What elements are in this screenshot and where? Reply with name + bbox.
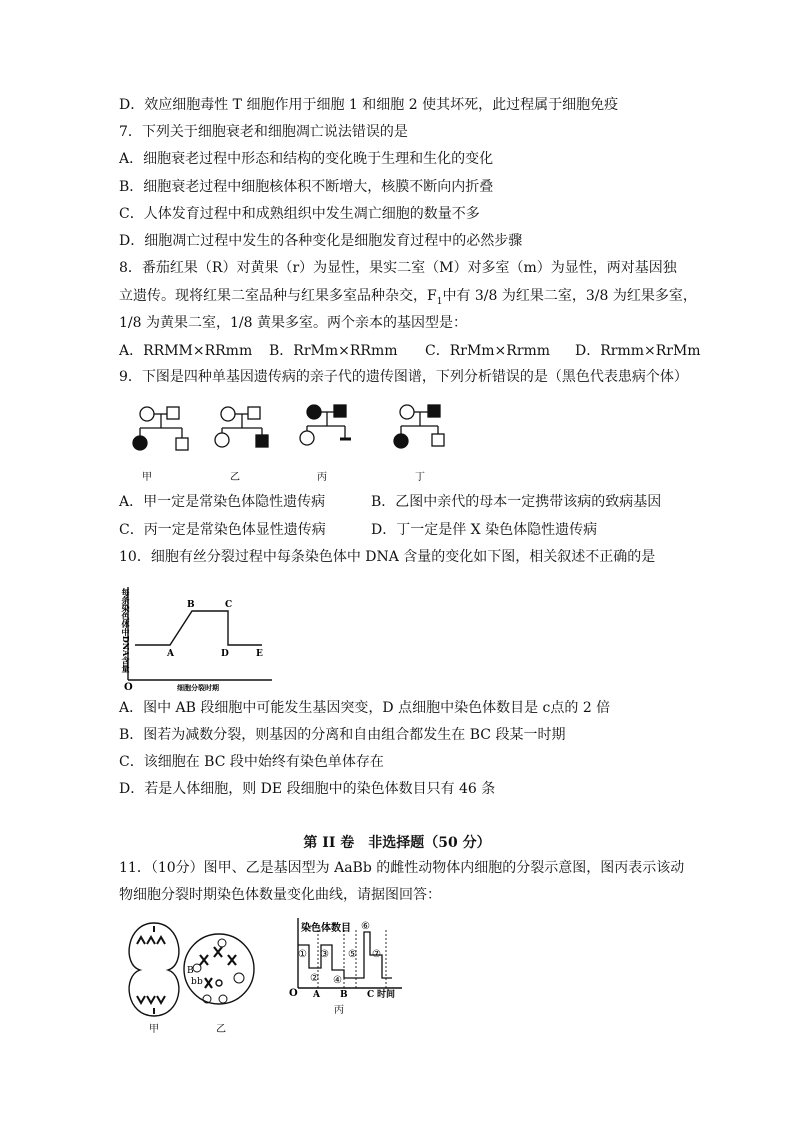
- q7-option-a: A．细胞衰老过程中形态和结构的变化晚于生理和生化的变化: [119, 151, 494, 167]
- dna-point-e: E: [256, 649, 263, 659]
- stage-2: ②: [310, 973, 319, 984]
- graph-label-bing: 丙: [334, 1005, 344, 1016]
- chromosome-tick-a: A: [313, 990, 320, 1000]
- q10-stem: 10．细胞有丝分裂过程中每条染色体中 DNA 含量的变化如下图，相关叙述不正确的是: [119, 549, 656, 565]
- chromosome-tick-c: C: [367, 990, 375, 1000]
- q10-option-b: B．图若为减数分裂，则基因的分离和自由组合都发生在 BC 段某一时期: [119, 727, 566, 743]
- pedigree-label-yi: 乙: [230, 472, 240, 483]
- q8-line2-b: 中有 3/8 为红果二室，3/8 为红果多室，: [442, 288, 697, 304]
- dna-point-b: B: [187, 600, 195, 610]
- chromosome-graph-ylabel: 染色体数目: [301, 923, 351, 934]
- chromosome-graph-xlabel: 时间: [377, 990, 396, 1000]
- cell-jia: [129, 923, 179, 1016]
- chromosome-tick-b: B: [340, 990, 348, 1000]
- q8-subscript: 1: [436, 296, 443, 307]
- q9-stem: 9．下图是四种单基因遗传病的亲子代的遗传图谱，下列分析错误的是（黑色代表患病个体）: [119, 369, 688, 385]
- cell-yi-gene-b2: b: [191, 977, 197, 987]
- q11-stem-line1: 11．（10分）图甲、乙是基因型为 AaBb 的雌性动物体内细胞的分裂示意图，图丙表示该动: [119, 860, 685, 876]
- chromosome-graph-origin: O: [289, 988, 298, 999]
- q7-stem: 7．下列关于细胞衰老和细胞凋亡说法错误的是: [119, 124, 408, 140]
- stage-3: ③: [320, 949, 329, 960]
- q9-option-a: A．甲一定是常染色体隐性遗传病: [119, 494, 326, 510]
- q7-option-b: B．细胞衰老过程中细胞核体积不断增大，核膜不断向内折叠: [119, 179, 494, 195]
- pedigree-label-jia: 甲: [142, 472, 152, 483]
- dna-graph-xlabel: 细胞分裂时期: [177, 683, 219, 692]
- q10-option-a: A．图中 AB 段细胞中可能发生基因突变，D 点细胞中染色体数目是 c点的 2 倍: [119, 700, 611, 716]
- q6-option-d: D．效应细胞毒性 T 细胞作用于细胞 1 和细胞 2 使其坏死，此过程属于细胞免疫: [119, 97, 619, 113]
- q9-option-c: C．丙一定是常染色体显性遗传病: [119, 522, 326, 538]
- section-title: 第 II 卷 非选择题（50 分）: [303, 835, 491, 851]
- q8-option-c: C．RrMm×Rrmm: [425, 343, 551, 359]
- cell-yi-gene-b3: b: [197, 977, 203, 987]
- cell-label-yi: 乙: [216, 1024, 226, 1035]
- stage-1: ①: [298, 949, 307, 960]
- dna-graph-origin: O: [124, 682, 133, 693]
- q7-option-c: C．人体发育过程中和成熟组织中发生凋亡细胞的数量不多: [119, 206, 480, 222]
- stage-5: ⑤: [348, 949, 357, 960]
- q9-option-d: D．丁一定是伴 X 染色体隐性遗传病: [371, 522, 598, 538]
- q7-option-d: D．细胞凋亡过程中发生的各种变化是细胞发育过程中的必然步骤: [119, 233, 523, 249]
- q10-option-d: D．若是人体细胞，则 DE 段细胞中的染色体数目只有 46 条: [119, 781, 496, 797]
- q9-option-b: B．乙图中亲代的母本一定携带该病的致病基因: [371, 494, 662, 510]
- stage-7: ⑦: [372, 949, 381, 960]
- cell-yi-gene-b: B: [187, 966, 194, 976]
- pedigree-label-bing: 丙: [317, 472, 327, 483]
- q11-stem-line2: 物细胞分裂时期染色体数量变化曲线，请据图回答：: [119, 887, 441, 903]
- cell-label-jia: 甲: [149, 1024, 159, 1035]
- q8-stem-line3: 1/8 为黄果二室，1/8 黄果多室。两个亲本的基因型是：: [119, 315, 467, 331]
- dna-point-c: C: [225, 600, 233, 610]
- q10-option-c: C．该细胞在 BC 段中始终有染色单体存在: [119, 754, 384, 770]
- dna-graph-ylabel: 每条染色体中DNA含量: [121, 587, 131, 673]
- q8-option-d: D．Rrmm×RrMm: [575, 343, 701, 359]
- dna-point-a: A: [167, 649, 174, 659]
- stage-4: ④: [333, 975, 342, 986]
- q8-line2-a: 立遗传。现将红果二室品种与红果多室品种杂交，F: [119, 288, 437, 304]
- stage-6: ⑥: [361, 921, 370, 932]
- q8-option-b: B．RrMm×RRmm: [269, 343, 398, 359]
- cell-yi: [184, 934, 254, 1004]
- dna-point-d: D: [221, 649, 229, 659]
- pedigree-label-ding: 丁: [415, 472, 425, 483]
- q8-stem-line1: 8．番茄红果（R）对黄果（r）为显性，果实二室（M）对多室（m）为显性，两对基因独: [119, 260, 677, 276]
- q8-option-a: A．RRMM×RRmm: [119, 343, 253, 359]
